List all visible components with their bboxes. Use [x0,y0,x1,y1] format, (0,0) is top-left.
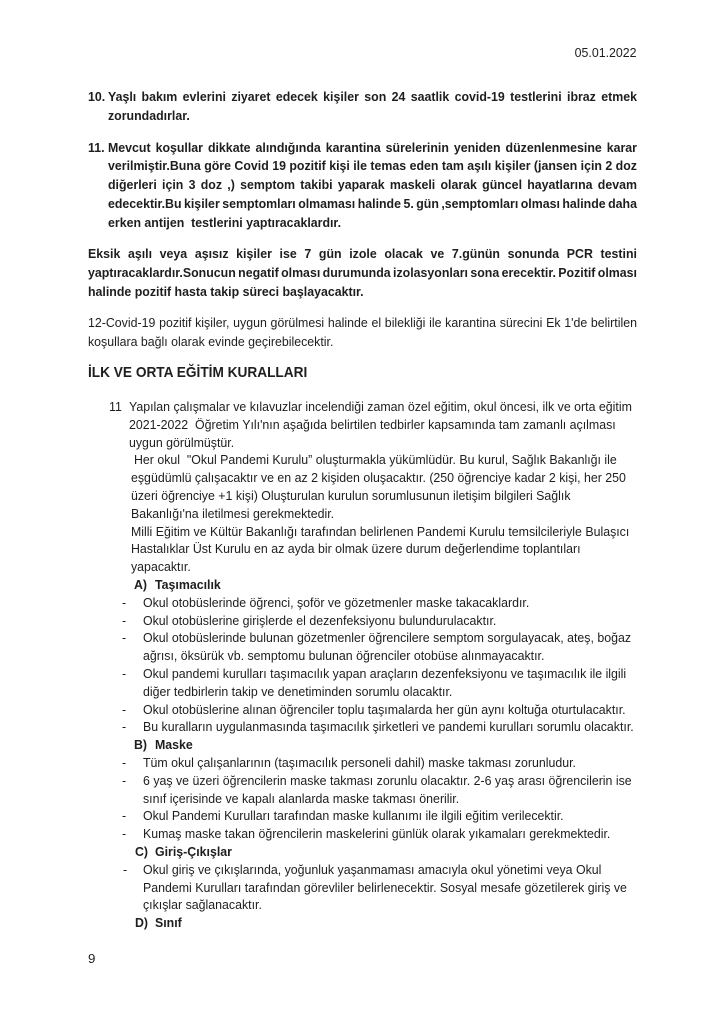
rule-text-line: zorundadırlar. [108,107,190,123]
section-item-line [0,398,724,416]
bullet-item [0,807,724,825]
note-text-line: Eksik aşılı veya aşısız kişiler ise 7 gün izole olacak ve 7.günün sonunda PCR testini [88,246,637,261]
bullet-text-line: Okul Pandemi Kurulları tarafından maske kullanımı ile ilgili eğitim verilecektir. [143,808,564,824]
rule-text-line: erken antijen testlerini yaptıracaklardır. [108,214,342,230]
committee-line [0,469,724,487]
bullet-item [0,612,724,630]
note-line [0,264,724,283]
committee-line [0,523,724,541]
bullet-dash: - [122,666,127,682]
bullet-text-line: Pandemi Kurulları tarafından görevliler belirlenecektir. Sosyal mesafe gözetilerek giriş ve [143,879,627,895]
bullet-dash: - [122,808,127,824]
subsection-label: B) [134,737,148,753]
rule-number: 11. [88,139,105,155]
committee-text-line: üzeri öğrenciye +1 kişi) Oluşturulan kurulun sorumlusunun iletişim bilgileri Sağlık [131,488,571,504]
subsection-label: D) [135,915,149,931]
bullet-continuation [0,790,724,808]
committee-text-line: Hastalıklar Üst Kurulu en az ayda bir olmak üzere durum değerlendime toplantıları [131,541,581,557]
rule-text-line: diğerleri için 3 doz ,) semptom takibi yaparak maskeli olarak güncel hayatlarına devam [108,177,637,193]
committee-line [0,505,724,523]
committee-line [0,540,724,558]
bullet-item [0,754,724,772]
bullet-item [0,772,724,790]
bullet-dash: - [122,755,127,771]
bullet-dash: - [123,861,128,877]
subsection-title: Sınıf [155,915,182,931]
section-item-text-line: uygun görülmüştür. [129,434,235,450]
note-line [0,245,724,264]
item-12-paragraph [0,314,724,352]
paragraph-line [0,314,724,333]
bullet-dash: - [122,826,127,842]
rule-line [0,88,724,107]
bullet-text-line: sınıf içerisinde ve kapalı alanlarda maske takması önerilir. [143,790,460,806]
bullet-text-line: çıkışlar sağlanacaktır. [143,897,262,913]
subsection-heading-entrance-exit [0,843,724,861]
committee-text-line: Her okul "Okul Pandemi Kurulu” oluşturmakla yükümlüdür. Bu kurul, Sağlık Bakanlığı ile [134,452,617,468]
rule-item-11 [0,139,724,233]
bullet-continuation [0,683,724,701]
bullet-text-line: diğer tedbirlerin takip ve denetiminden sorumlu olacaktır. [143,683,453,699]
bullet-text-line: Okul otobüslerinde bulunan gözetmenler öğrencilere semptom sorgulayacak, ateş, boğaz [143,630,632,646]
note-text-line: yaptıracaklardır.Sonucun negatif olması durumunda izolasyonları sona erecektir. Pozitif olması [88,264,637,280]
subsection-label: C) [135,844,149,860]
bullet-item [0,701,724,719]
committee-line [0,451,724,469]
paragraph-text-line: koşullara bağlı olarak evinde geçirebilecektir. [88,333,334,349]
note-line [0,283,724,302]
bullet-item [0,629,724,647]
subsection-heading-transport [0,576,724,594]
section-item-number: 11 [109,399,122,415]
bullet-item [0,825,724,843]
section-heading: İLK VE ORTA EĞİTİM KURALLARI [88,365,308,382]
section-item-text-line: 2021-2022 Öğretim Yılı'nın aşağıda belirtilen tedbirler kapsamında tam zamanlı açılması [129,416,616,432]
committee-text-line: Bakanlığı'na iletilmesi gerekmektedir. [131,505,335,521]
bullet-dash: - [122,701,127,717]
bullet-item [0,861,724,879]
committee-line [0,558,724,576]
committee-text-line: eşgüdümlü çalışacaktır ve en az 2 kişiden oluşacaktır. (250 öğrenciye kadar 2 kişi, her 250 [131,470,626,486]
bullet-text-line: Okul otobüslerine girişlerde el dezenfeksiyonu bulundurulacaktır. [143,612,497,628]
rule-text-line: edecektir.Bu kişiler semptomları olmaması halinde 5. gün ,semptomları olması halinde daha [108,195,637,211]
rule-text-line: verilmiştir.Buna göre Covid 19 pozitif kişi ile temas eden tam aşılı kişiler (jansen için 2 doz [108,158,637,174]
rule-number: 10. [88,89,106,104]
bullet-continuation [0,896,724,914]
bullet-text-line: Tüm okul çalışanlarının (taşımacılık personeli dahil) maske takması zorunludur. [143,755,577,771]
education-rules-section [0,398,724,932]
bullet-text-line: 6 yaş ve üzeri öğrencilerin maske takması zorunlu olacaktır. 2-6 yaş arası öğrencilerin ise [143,772,632,788]
bullet-text-line: Okul pandemi kurulları taşımacılık yapan araçların dezenfeksiyonu ve taşımacılık ile ilgili [143,666,627,682]
bullet-dash: - [122,630,127,646]
subsection-heading-classroom [0,914,724,932]
bullet-item [0,594,724,612]
rule-line [0,139,724,158]
document-date: 05.01.2022 [575,44,637,60]
bullet-text-line: Okul giriş ve çıkışlarında, yoğunluk yaşanmaması amacıyla okul yönetimi veya Okul [143,861,602,877]
rule-line [0,176,724,195]
bullet-continuation [0,647,724,665]
bullet-dash: - [122,594,127,610]
bullet-dash: - [122,612,127,628]
paragraph-text-line: 12-Covid-19 pozitif kişiler, uygun görülmesi halinde el bilekliği ile karantina sürecini Ek 1'de belirtilen [88,315,637,330]
committee-text-line: yapacaktır. [131,559,191,575]
section-item-line [0,416,724,434]
bullet-item [0,718,724,736]
rule-text-line: Yaşlı bakım evlerini ziyaret edecek kişiler son 24 saatlik covid-19 testlerini ibraz etmek [108,89,637,104]
bullet-text-line: ağrısı, öksürük vb. semptomu bulunan öğrenciler otobüse alınmayacaktır. [143,648,545,664]
page-number: 9 [88,950,96,966]
bullet-continuation [0,879,724,897]
section-item-text-line: Yapılan çalışmalar ve kılavuzlar incelendiği zaman özel eğitim, okul öncesi, ilk ve orta eğitim [129,399,632,415]
bullet-text-line: Kumaş maske takan öğrencilerin maskelerini günlük olarak yıkamaları gerekmektedir. [143,826,611,842]
bullet-text-line: Okul otobüslerinde öğrenci, şoför ve gözetmenler maske takacaklardır. [143,594,530,610]
note-text-line: halinde pozitif hasta takip süreci başlayacaktır. [88,283,364,299]
committee-text-line: Milli Eğitim ve Kültür Bakanlığı tarafından belirlenen Pandemi Kurulu temsilcileriyle Bulaşıcı [131,523,630,539]
subsection-title: Taşımacılık [155,577,221,593]
unvaccinated-note [0,245,724,301]
paragraph-line [0,333,724,352]
bullet-text-line: Bu kuralların uygulanmasında taşımacılık şirketleri ve pandemi kurulları sorumlu olacaktır. [143,719,634,735]
rule-line [0,107,724,126]
rule-line [0,195,724,214]
subsection-title: Giriş-Çıkışlar [155,844,232,860]
bullet-dash: - [122,772,127,788]
subsection-label: A) [134,577,148,593]
rule-line [0,214,724,233]
committee-line [0,487,724,505]
rule-text-line: Mevcut koşullar dikkate alındığında karantina sürelerinin yeniden düzenlenmesine karar [108,139,637,155]
bullet-dash: - [122,719,127,735]
rule-line [0,157,724,176]
subsection-heading-mask [0,736,724,754]
section-item-line [0,434,724,452]
rule-item-10 [0,88,724,126]
bullet-text-line: Okul otobüslerine alınan öğrenciler toplu taşımalarda her gün aynı koltuğa oturtulacaktır. [143,701,626,717]
subsection-title: Maske [155,737,193,753]
bullet-item [0,665,724,683]
